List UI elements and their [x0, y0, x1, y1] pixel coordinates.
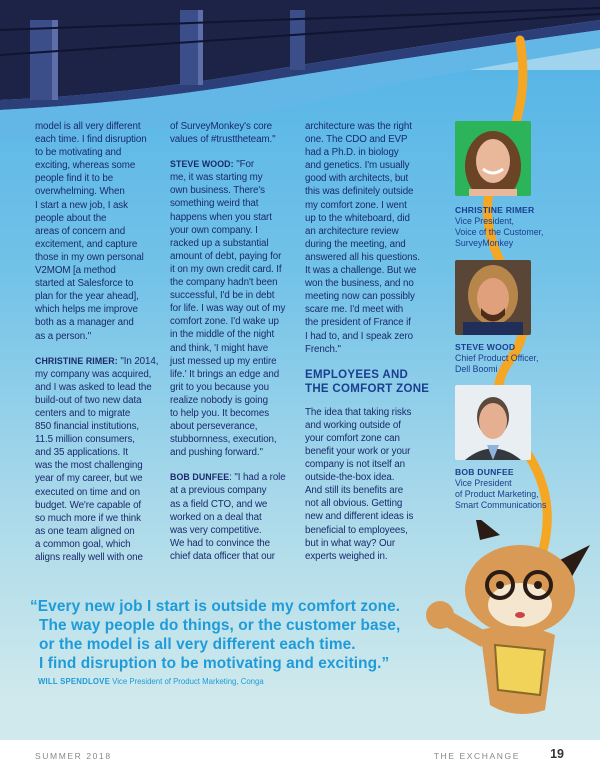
text-line: amount of debt, paying for [170, 250, 282, 262]
column-2 [170, 120, 302, 575]
text-line: architecture was the right [305, 121, 412, 132]
text-line: new and different ideas is [305, 511, 414, 523]
text-line: budget. We're capable of [35, 499, 142, 511]
text-line: The idea that taking risks [305, 406, 412, 418]
text-line: your comfort zone can [305, 432, 400, 444]
text-line: 850 financial institutions, [35, 421, 140, 433]
column-3 [305, 120, 437, 575]
text-line: an architecture review [305, 225, 399, 237]
text-line: me, it was starting my [170, 172, 263, 184]
text-line: benefit your work or your [305, 445, 411, 457]
text-line: build-out of two new data [35, 394, 142, 406]
text-line: to help you. It becomes [170, 407, 269, 419]
profile-title: SurveyMonkey [455, 238, 514, 248]
text-line: so much more if we think [35, 512, 141, 524]
text-line: realize nobody is going [170, 394, 268, 406]
text-line: answered all his questions. [305, 251, 420, 263]
text-line: each time. I find disruption [35, 134, 147, 146]
text-line: and working outside of [305, 419, 401, 431]
text-line: a common goal, which [35, 538, 131, 550]
text-line: centers and to migrate [35, 407, 131, 419]
text-line: racked up a substantial [170, 237, 269, 249]
text-line: grit to you because you [170, 381, 269, 393]
text-line: but in what way? Our [305, 537, 396, 549]
text-line: during the meeting, and [305, 238, 406, 250]
profile-name: CHRISTINE RIMER [455, 205, 535, 215]
text-line: and pushing forward." [170, 447, 263, 459]
text-line: was the most challenging [35, 460, 143, 472]
text-line [35, 355, 167, 368]
christine-rimer-photo [455, 121, 531, 196]
profile-title: Voice of the Customer, [455, 227, 544, 237]
text-line: which helps me improve [35, 304, 138, 316]
text-line: scare me. I'd meet with [305, 304, 404, 316]
text-line: won the business, and no [305, 278, 414, 290]
quote-author: WILL SPENDLOVE [38, 677, 110, 686]
text-line: chief data officer that our [170, 550, 275, 562]
text-line: experts weighed in. [305, 550, 388, 562]
bob-dunfee-photo [455, 385, 531, 460]
text-line: excitement, and capture [35, 238, 138, 250]
text-line: as one team aligned on [35, 525, 135, 537]
page-number: 19 [550, 747, 564, 761]
text-line: this was definitely outside [305, 186, 414, 198]
text-line: the company hadn't been [170, 277, 278, 289]
text-line: those in my own personal [35, 251, 144, 263]
profile-title: Smart Communications [455, 500, 547, 510]
text-line: just messed up my entire [170, 355, 277, 367]
text-line: in the middle of the night [170, 329, 275, 341]
pull-quote-line: I find disruption to be motivating and exciting.” [39, 655, 390, 672]
profile-name: STEVE WOOD [455, 342, 516, 352]
mascot-illustration [420, 520, 600, 730]
profile-title: Vice President, [455, 216, 515, 226]
text-line: executed on time and on [35, 486, 140, 498]
text-line: as a person." [35, 330, 92, 342]
paragraph [35, 120, 167, 343]
pull-quote-line: or the model is all very different each time. [39, 636, 356, 653]
text-line: I had to, and I speak zero [305, 330, 413, 342]
text-fragment: : "I had a role [229, 472, 286, 484]
text-line: beneficial to employees, [305, 524, 408, 536]
text-line: for life. I was way out of my [170, 303, 286, 315]
heading-line: EMPLOYEES AND [305, 368, 409, 381]
text-line: It was a challenge. But we [305, 265, 417, 277]
text-line: and 35 applications. It [35, 447, 129, 459]
quote-paragraph [170, 471, 302, 563]
profile-title: Chief Product Officer, [455, 353, 539, 363]
text-line: own business. There's [170, 185, 265, 197]
text-line: about perseverance, [170, 421, 258, 433]
text-line: people about the [35, 212, 107, 224]
text-line [170, 471, 302, 484]
text-line: V2MOM [a method [35, 265, 116, 277]
paragraph [305, 406, 437, 563]
text-line: at a previous company [170, 485, 267, 497]
text-line: And still its benefits are [305, 485, 404, 497]
text-line: and genetics. I'm usually [305, 160, 410, 172]
text-line: started at Salesforce to [35, 278, 134, 290]
text-line: outside-the-box idea. [305, 472, 395, 484]
text-line: model is all very different [35, 121, 141, 132]
text-line: meeting now can possibly [305, 291, 415, 303]
speaker-name: BOB DUNFEE [170, 472, 230, 483]
profile-title: Vice President [455, 478, 512, 488]
text-line: company is not itself an [305, 459, 405, 471]
text-line: year of my career, but we [35, 473, 143, 485]
text-line [170, 158, 302, 171]
text-line: it on my own credit card. If [170, 263, 282, 275]
text-line: not all obvious. Getting [305, 498, 403, 510]
issue-label: SUMMER 2018 [35, 751, 112, 761]
text-line: up to the whiteboard, did [305, 212, 410, 224]
pull-quote [30, 597, 400, 673]
text-line: something weird that [170, 198, 259, 210]
text-line: aligns really well with one [35, 552, 143, 563]
text-line: people find it to be [35, 173, 114, 185]
speaker-name: STEVE WOOD: [170, 159, 234, 170]
text-line: worked on a deal that [170, 511, 262, 523]
text-line: areas of concern and [35, 225, 126, 237]
text-line: both as a manager and [35, 317, 134, 329]
quote-author-title: Vice President of Product Marketing, Conga [112, 677, 264, 686]
text-line: exciting, whereas some [35, 160, 136, 172]
column-1 [35, 120, 167, 576]
pull-quote-line: “Every new job I start is outside my comfort zone. [30, 598, 401, 615]
text-line: and think, 'I might have [170, 342, 269, 354]
pull-quote-attribution [38, 677, 264, 686]
quote-paragraph [35, 355, 167, 565]
text-line: good with architects, but [305, 173, 409, 185]
text-fragment: "For [233, 159, 255, 171]
text-line: We had to convince the [170, 537, 271, 549]
text-line: comfort zone. I'd wake up [170, 316, 279, 328]
text-line: happens when you start [170, 211, 272, 223]
profile-caption-steve [455, 342, 538, 375]
text-line: and I was asked to lead the [35, 381, 152, 393]
text-line: my comfort zone. I went [305, 199, 407, 211]
text-line: I start a new job, I ask [35, 199, 128, 211]
publication-name: THE EXCHANGE [433, 751, 520, 761]
heading-line: THE COMFORT ZONE [305, 382, 430, 395]
steve-wood-photo [455, 260, 531, 335]
text-line: to be motivating and [35, 147, 122, 159]
pull-quote-line: The way people do things, or the customer base, [39, 617, 401, 634]
text-line: values of #trusttheteam." [170, 134, 276, 146]
text-fragment: "In 2014, [117, 355, 159, 367]
text-line: overwhelming. When [35, 186, 125, 198]
paragraph [305, 120, 437, 356]
text-line: was very competitive. [170, 524, 262, 536]
text-line: one. The CDO and EVP [305, 134, 408, 146]
profile-title: of Product Marketing, [455, 489, 539, 499]
profile-caption-bob [455, 467, 546, 511]
text-line: had a Ph.D. in biology [305, 147, 399, 159]
section-heading [305, 368, 437, 396]
page-footer [0, 740, 600, 776]
text-line: my company was acquired, [35, 368, 152, 380]
text-line: plan for the year ahead], [35, 291, 139, 303]
speaker-name: CHRISTINE RIMER: [35, 355, 118, 366]
text-line: 11.5 million consumers, [35, 434, 135, 446]
text-line: of SurveyMonkey's core [170, 121, 273, 132]
text-line: French." [305, 343, 341, 355]
text-line: life.' It brings an edge and [170, 368, 280, 380]
text-line: the president of France if [305, 317, 411, 329]
profile-name: BOB DUNFEE [455, 467, 514, 477]
text-line: successful, I'd be in debt [170, 290, 275, 302]
text-line: your own company. I [170, 224, 258, 236]
profile-title: Dell Boomi [455, 364, 498, 374]
text-line: stubbornness, execution, [170, 434, 277, 446]
text-line: as a field CTO, and we [170, 498, 268, 510]
paragraph [170, 120, 302, 146]
profile-caption-christine [455, 205, 544, 249]
quote-paragraph [170, 158, 302, 459]
